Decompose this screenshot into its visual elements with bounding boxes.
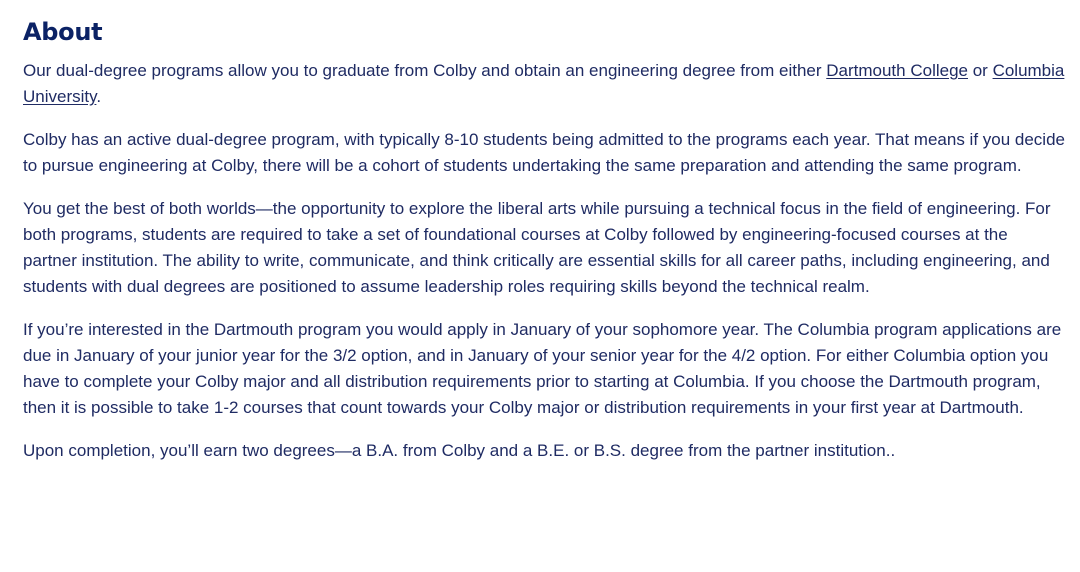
best-of-both-worlds-paragraph: You get the best of both worlds—the opportunity to explore the liberal arts while pursuing a technical focus in the field of engineering. For both programs, students are required to take a set of foundational courses at Colby followed by engineering-focused courses at the partner institution. The ability to write, communicate, and think critically are essential skills for all career paths, including engineering, and students with dual degrees are positioned to assume leadership roles requiring skills beyond the technical realm. [23,199,1051,296]
columbia-university-link[interactable]: Columbia University [23,61,1065,106]
section-heading: About [23,18,103,46]
application-timing-paragraph: If you’re interested in the Dartmouth program you would apply in January of your sophomore year. The Columbia program applications are due in January of your junior year for the 3/2 option, and in January of your senior year for the 4/2 option. For either Columbia option you have to complete your Colby major and all distribution requirements prior to starting at Columbia. If you choose the Dartmouth program, then it is possible to take 1-2 courses that count towards your Colby major or distribution requirements in your first year at Dartmouth. [23,320,1062,417]
intro-paragraph [23,58,1066,110]
dartmouth-college-link[interactable]: Dartmouth College [826,61,968,80]
completion-paragraph: Upon completion, you’ll earn two degrees—a B.A. from Colby and a B.E. or B.S. degree from the partner institution.. [23,441,896,460]
intro-text-middle: or [968,61,993,80]
cohort-paragraph: Colby has an active dual-degree program, with typically 8-10 students being admitted to the programs each year. That means if you decide to pursue engineering at Colby, there will be a cohort of students undertaking the same preparation and attending the same program. [23,130,1065,175]
intro-text-before: Our dual-degree programs allow you to graduate from Colby and obtain an engineering degree from either [23,61,827,80]
intro-text-after: . [96,87,102,106]
